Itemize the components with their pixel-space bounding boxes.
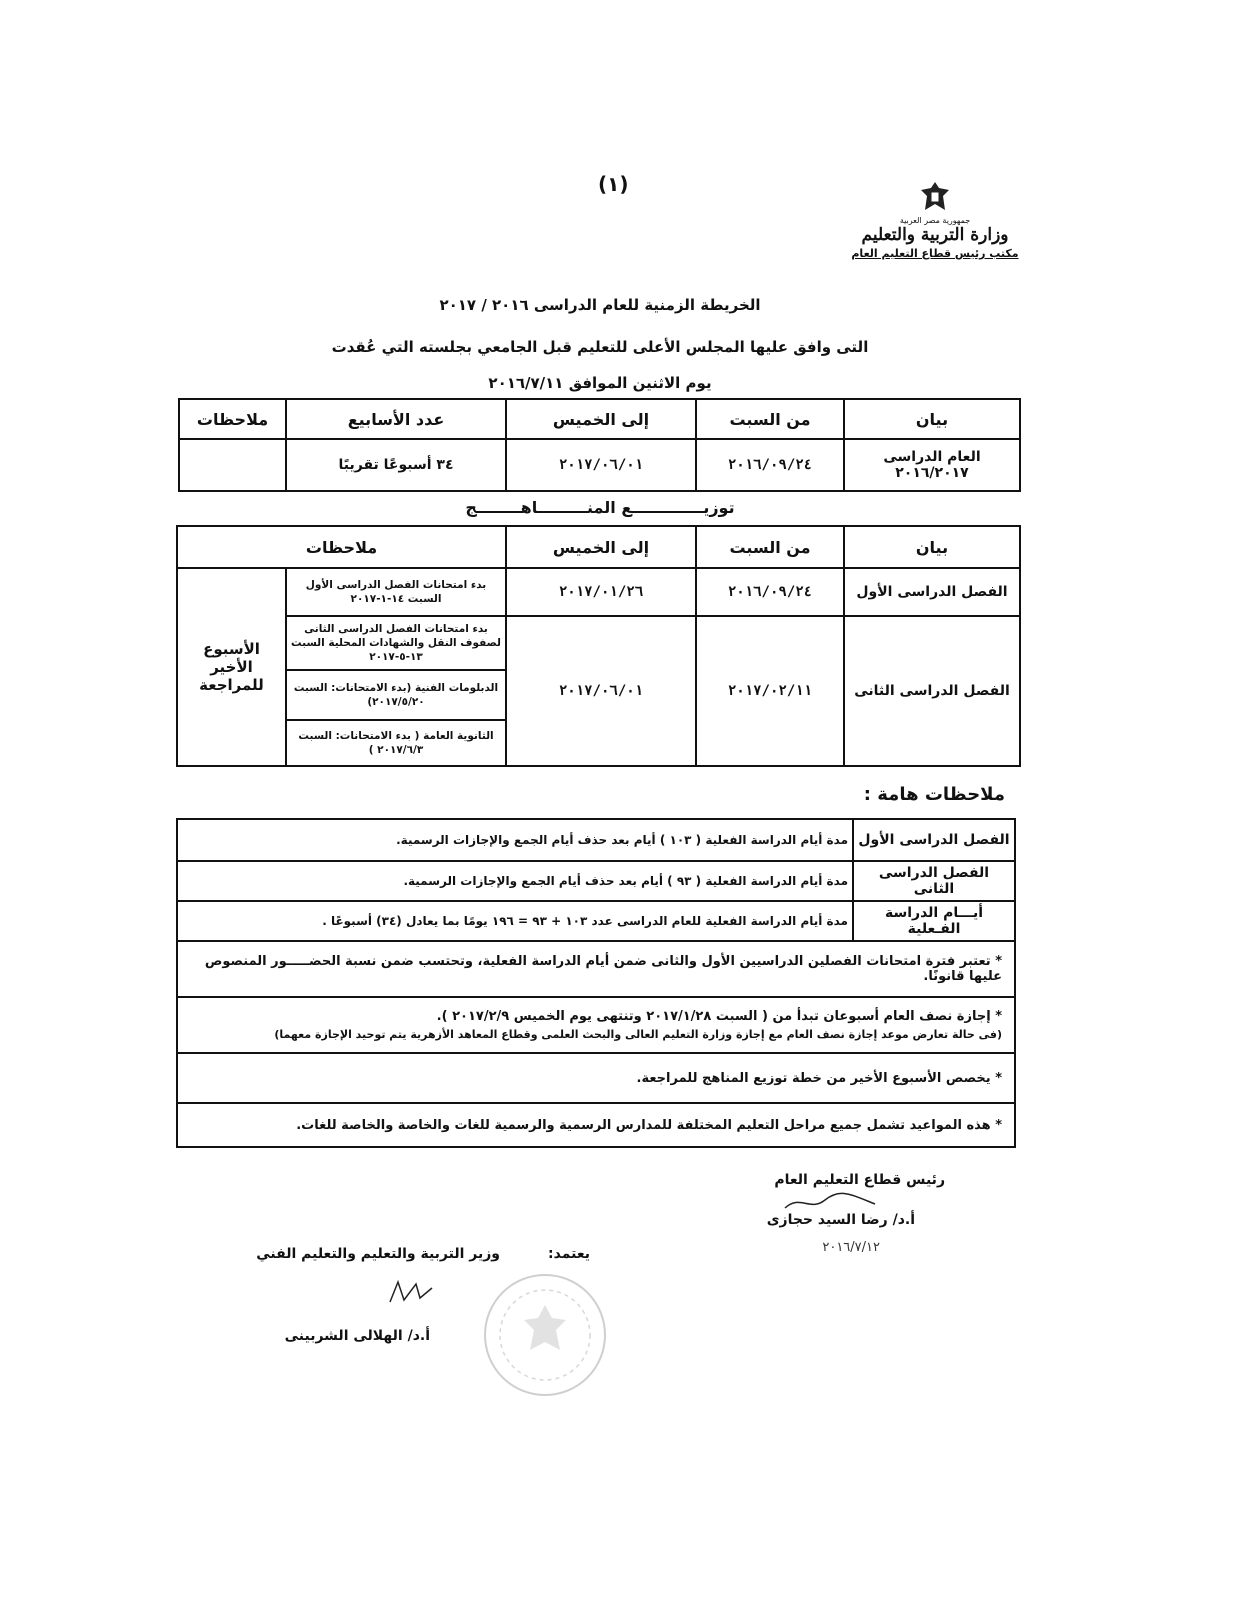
note-label: أيـــام الدراسة الفـعلية bbox=[853, 901, 1015, 941]
term2-label: الفصل الدراسى الثانى bbox=[844, 616, 1020, 766]
ministry-name: وزارة التربية والتعليم bbox=[861, 225, 1009, 245]
col-notes: ملاحظات bbox=[177, 526, 506, 568]
col-notes: ملاحظات bbox=[179, 399, 286, 439]
note-text: مدة أيام الدراسة الفعلية للعام الدراسى عدد ١٠٣ + ٩٣ = ١٩٦ يومًا بما يعادل (٣٤) أسبوعًا . bbox=[177, 901, 853, 941]
term2-to: ٢٠١٧/٠٦/٠١ bbox=[506, 616, 696, 766]
term1-to: ٢٠١٧/٠١/٢٦ bbox=[506, 568, 696, 616]
term1-label: الفصل الدراسى الأول bbox=[844, 568, 1020, 616]
head-name: أ.د/ رضا السيد حجازى bbox=[766, 1212, 915, 1228]
minister-name: أ.د/ الهلالى الشربينى bbox=[284, 1328, 430, 1344]
ministry-seal-icon bbox=[480, 1270, 610, 1400]
holiday-text: * إجازة نصف العام أسبوعان تبدأ من ( السبت ٢٠١٧/١/٢٨ وتنتهى يوم الخميس ٢٠١٧/٢/٩ ). bbox=[436, 1009, 1002, 1024]
head-signature-icon bbox=[780, 1190, 880, 1214]
note-bullet: * يخصص الأسبوع الأخير من خطة توزيع المناهج للمراجعة. bbox=[177, 1053, 1015, 1103]
approve-label: يعتمد: bbox=[548, 1246, 590, 1262]
country-name: جمهورية مصر العربية bbox=[899, 216, 971, 225]
title-line-2: التى وافق عليها المجلس الأعلى للتعليم قبل الجامعي بجلسته التي عُقدت bbox=[331, 338, 869, 356]
curriculum-table bbox=[176, 525, 1021, 767]
note-text: مدة أيام الدراسة الفعلية ( ١٠٣ ) أيام بعد حذف أيام الجمع والإجازات الرسمية. bbox=[177, 819, 853, 861]
col-weeks: عدد الأسابيع bbox=[286, 399, 506, 439]
note-label: الفصل الدراسى الثانى bbox=[853, 861, 1015, 901]
col-from: من السبت bbox=[696, 526, 844, 568]
term1-exam-note: بدء امتحانات الفصل الدراسى الأول السبت ١٤-١-٢٠١٧ bbox=[286, 568, 506, 616]
term2-from: ٢٠١٧/٠٢/١١ bbox=[696, 616, 844, 766]
col-statement: بيان bbox=[844, 399, 1020, 439]
year-to: ٢٠١٧/٠٦/٠١ bbox=[506, 439, 696, 491]
note-bullet: * هذه المواعيد تشمل جميع مراحل التعليم المختلفة للمدارس الرسمية والرسمية للغات والخاصة والخاصة للغات. bbox=[177, 1103, 1015, 1147]
term1-from: ٢٠١٦/٠٩/٢٤ bbox=[696, 568, 844, 616]
col-statement: بيان bbox=[844, 526, 1020, 568]
year-statement: العام الدراسى ٢٠١٦/٢٠١٧ bbox=[844, 439, 1020, 491]
term2-exam-note: بدء امتحانات الفصل الدراسى الثانى لصفوف النقل والشهادات المحلية السبت ١٣-٥-٢٠١٧ bbox=[286, 616, 506, 670]
eagle-emblem-icon bbox=[917, 180, 953, 216]
curriculum-section-title: توزيـــــــــــــع المنـــــــــاهــــــــج bbox=[465, 498, 735, 517]
note-label: الفصل الدراسى الأول bbox=[853, 819, 1015, 861]
page-number: (١) bbox=[598, 172, 629, 196]
title-line-1: الخريطة الزمنية للعام الدراسى ٢٠١٦ / ٢٠١٧ bbox=[439, 296, 761, 314]
office-name: مكتب رئيس قطاع التعليم العام bbox=[851, 247, 1019, 260]
note-bullet-holiday bbox=[177, 997, 1015, 1053]
minister-signature-icon bbox=[380, 1276, 440, 1306]
note-bullet: * تعتبر فترة امتحانات الفصلين الدراسيين الأول والثانى ضمن أيام الدراسة الفعلية، وتحتسب ضمن نسبة الحضـــــور المنصوص عليها قانونًا. bbox=[177, 941, 1015, 997]
col-from: من السبت bbox=[696, 399, 844, 439]
important-notes-table bbox=[176, 818, 1016, 1148]
title-line-3: يوم الاثنين الموافق ٢٠١٦/٧/١١ bbox=[488, 374, 712, 392]
year-weeks: ٣٤ أسبوعًا تقريبًا bbox=[286, 439, 506, 491]
academic-year-table bbox=[178, 398, 1021, 492]
year-from: ٢٠١٦/٠٩/٢٤ bbox=[696, 439, 844, 491]
secondary-exam-note: الثانوية العامة ( بدء الامتحانات: السبت ٢٠١٧/٦/٣ ) bbox=[286, 720, 506, 766]
head-date: ٢٠١٦/٧/١٢ bbox=[822, 1240, 880, 1255]
head-title: رئيس قطاع التعليم العام bbox=[774, 1172, 945, 1188]
review-week-note: الأسبوع الأخير للمراجعة bbox=[177, 568, 286, 766]
minister-title: وزير التربية والتعليم والتعليم الفني bbox=[256, 1246, 500, 1262]
note-text: مدة أيام الدراسة الفعلية ( ٩٣ ) أيام بعد حذف أيام الجمع والإجازات الرسمية. bbox=[177, 861, 853, 901]
holiday-subtext: (فى حالة تعارض موعد إجازة نصف العام مع إجازة وزارة التعليم العالى والبحث العلمى وقطاع المعاهد الأزهرية يتم توحيد الإجازة معهما) bbox=[274, 1028, 1002, 1041]
col-to: إلى الخميس bbox=[506, 399, 696, 439]
technical-diploma-note: الدبلومات الفنية (بدء الامتحانات: السبت ٢٠١٧/٥/٢٠) bbox=[286, 670, 506, 720]
col-to: إلى الخميس bbox=[506, 526, 696, 568]
ministry-logo-block bbox=[845, 180, 1025, 260]
important-notes-title: ملاحظات هامة : bbox=[863, 784, 1005, 805]
year-notes bbox=[179, 439, 286, 491]
